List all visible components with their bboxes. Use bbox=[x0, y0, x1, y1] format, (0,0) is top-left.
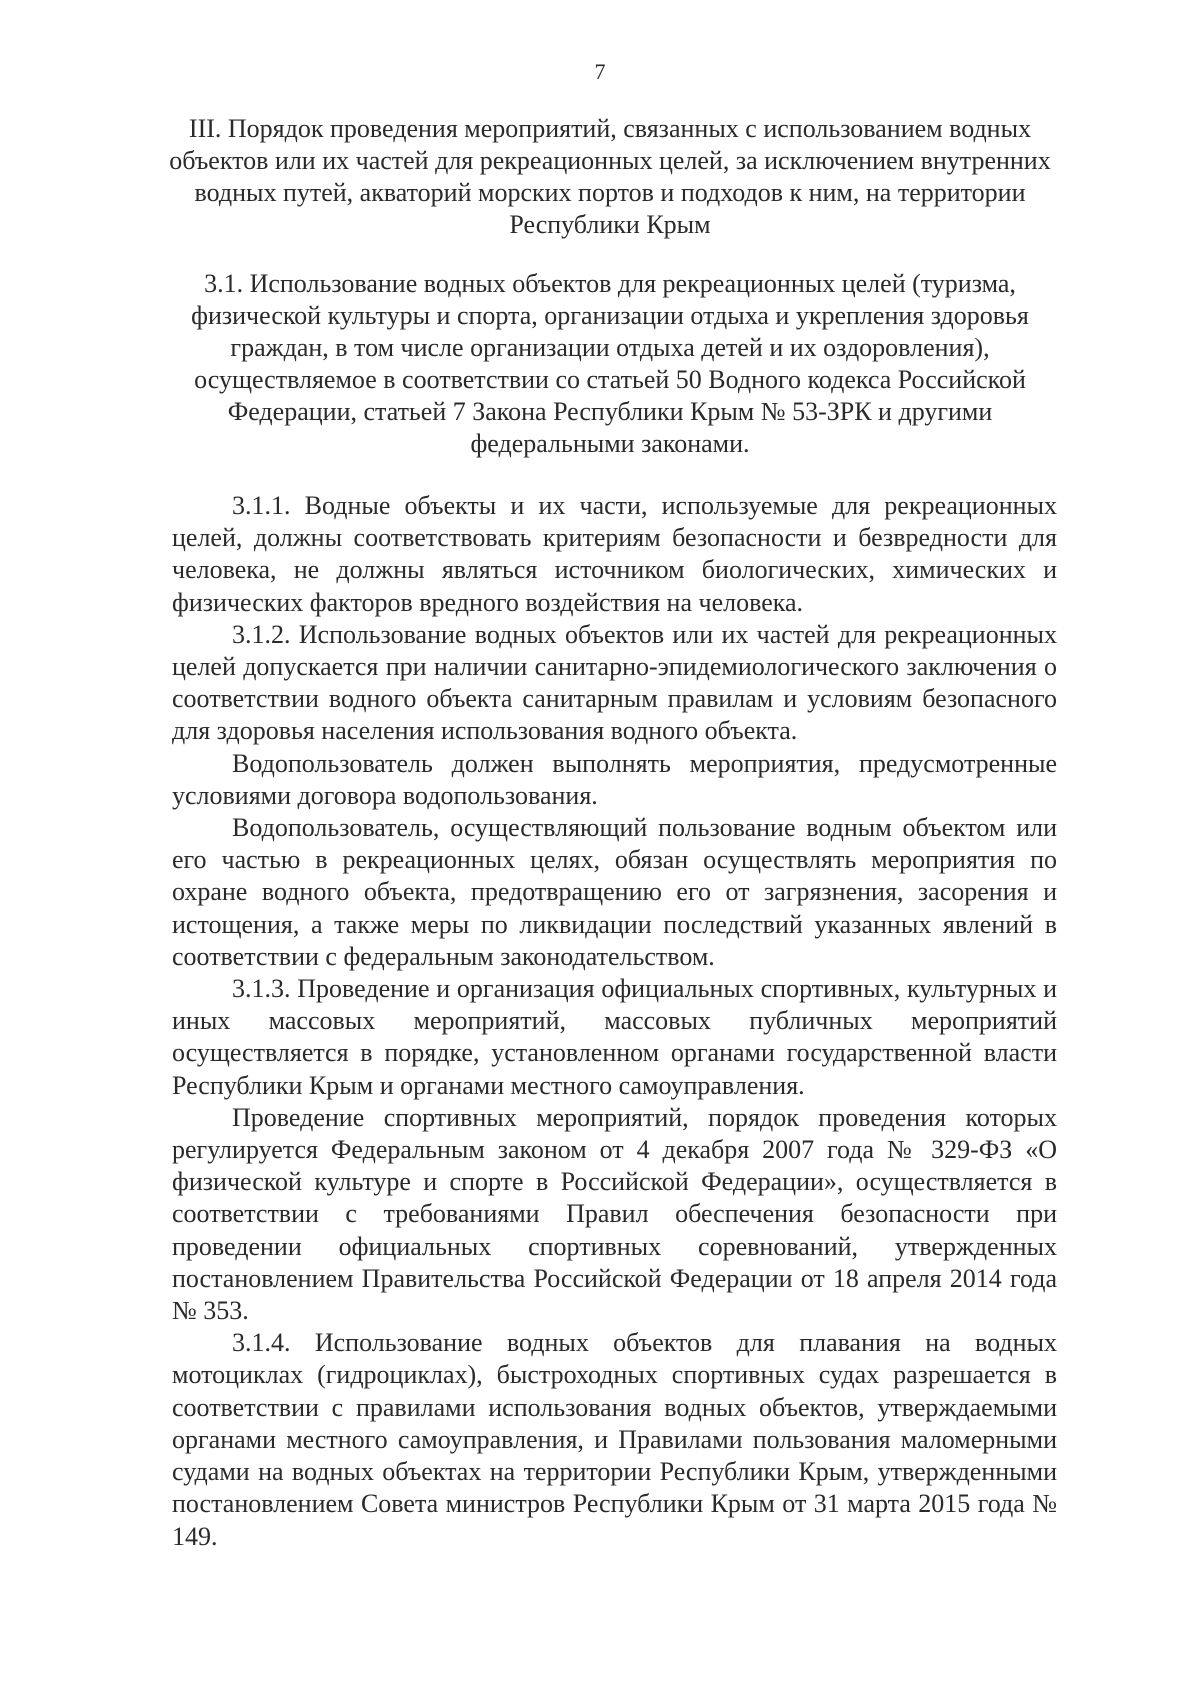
paragraph-water-user-protection: Водопользователь, осуществляющий пользование водным объектом или его частью в рекреационных целях, обязан осуществлять мероприятия по охране водного объекта, предотвращению его от загрязнения, засорения и истощения, а также меры по ликвидации последствий указанных явлений в соответствии с федеральным законодательством. bbox=[172, 813, 1057, 971]
document-body bbox=[172, 490, 1057, 1553]
section-title: III. Порядок проведения мероприятий, связанных с использованием водных объектов или их частей для рекреационных целей, за исключением внутренних водных путей, акваторий морских портов и подходов к ним, на территории Республики Крым bbox=[169, 114, 1051, 239]
subsection-title: 3.1. Использование водных объектов для рекреационных целей (туризма, физической культуры и спорта, организации отдыха и укрепления здоровья граждан, в том числе организации отдыха детей и их оздоровления), осуществляемое в соответствии со статьей 50 Водного кодекса Российской Федерации, статьей 7 Закона Республики Крым № 53-ЗРК и другими федеральными законами. bbox=[191, 269, 1029, 458]
page-number: 7 bbox=[594, 59, 606, 84]
paragraph-sports-events: Проведение спортивных мероприятий, порядок проведения которых регулируется Федеральным законом от 4 декабря 2007 года № 329-ФЗ «О физической культуре и спорте в Российской Федерации», осуществляется в соответствии с требованиями Правил обеспечения безопасности при проведении официальных спортивных соревнований, утвержденных постановлением Правительства Российской Федерации от 18 апреля 2014 года № 353. bbox=[172, 1102, 1057, 1326]
paragraph-3-1-4: 3.1.4. Использование водных объектов для плавания на водных мотоциклах (гидроциклах), быстроходных спортивных судах разрешается в соответствии с правилами использования водных объектов, утверждаемыми органами местного самоуправления, и Правилами пользования маломерными судами на водных объектах на территории Республики Крым, утвержденными постановлением Совета министров Республики Крым от 31 марта 2015 года № 149. bbox=[172, 1328, 1057, 1551]
paragraph-3-1-2: 3.1.2. Использование водных объектов или их частей для рекреационных целей допускается при наличии санитарно-эпидемиологического заключения о соответствии водного объекта санитарным правилам и условиям безопасного для здоровья населения использования водного объекта. bbox=[172, 619, 1057, 746]
paragraph-3-1-3: 3.1.3. Проведение и организация официальных спортивных, культурных и иных массовых мероприятий, массовых публичных мероприятий осуществляется в порядке, установленном органами государственной власти Республики Крым и органами местного самоуправления. bbox=[172, 974, 1057, 1100]
paragraph-water-user-duties: Водопользователь должен выполнять мероприятия, предусмотренные условиями договора водопользования. bbox=[172, 748, 1057, 810]
paragraph-3-1-1: 3.1.1. Водные объекты и их части, используемые для рекреационных целей, должны соответствовать критериям безопасности и безвредности для человека, не должны являться источником биологических, химических и физических факторов вредного воздействия на человека. bbox=[172, 491, 1057, 617]
